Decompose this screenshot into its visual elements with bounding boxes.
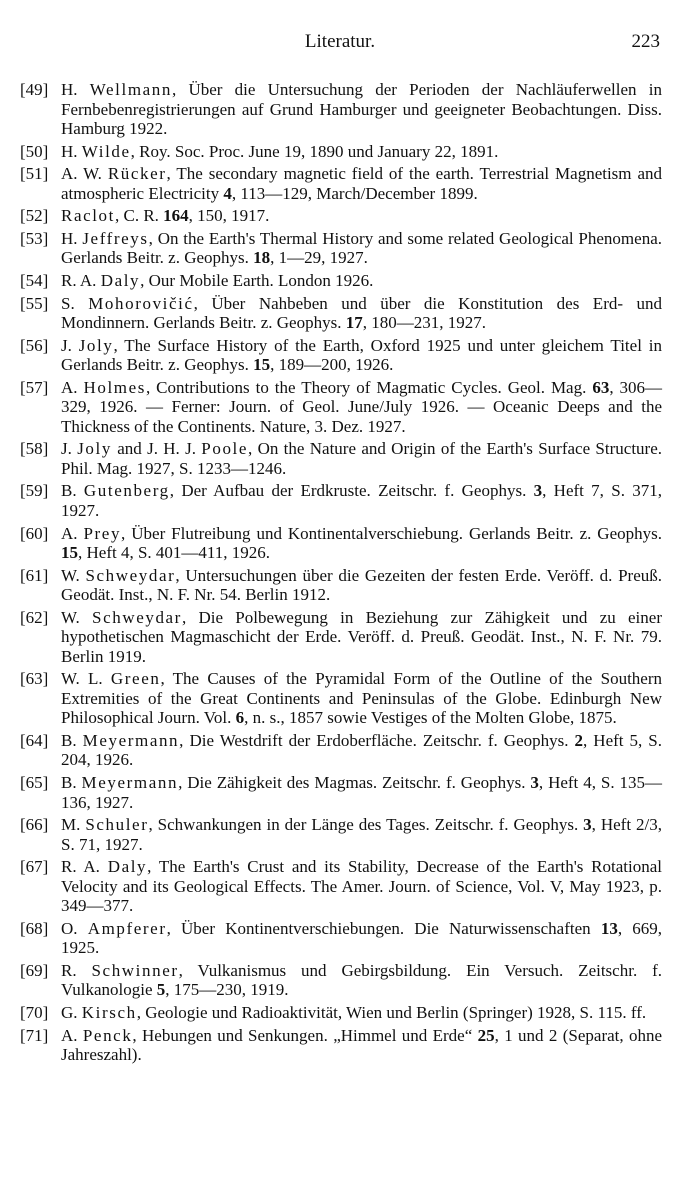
reference-text [61,294,662,333]
reference-number: [69] [20,960,49,980]
reference-number: [62] [20,607,49,627]
reference-segment: , 113—129, March/December 1899. [231,183,478,203]
reference-segment: A. [61,1025,83,1045]
reference-segment: , Heft 4, S. 401—411, 1926. [78,543,271,563]
reference-segment: A. W. [61,164,108,184]
reference-segment: B. [61,730,83,750]
reference-text [61,164,662,203]
reference-text [61,206,662,226]
author-name: Schweydar [92,607,182,627]
reference-segment: , 1—29, 1927. [270,248,368,268]
reference-number: [59] [20,481,49,501]
reference-text [61,773,662,812]
author-name: Mohorovičić [88,293,194,313]
author-name: Green [110,669,161,689]
author-name: Prey [83,523,122,543]
reference-segment: and J. H. J. [111,439,202,459]
reference-segment: , The secondary magnetic field of the earth. Terrestrial Magnetism and atmospheric Electricity [61,164,662,203]
reference-segment: H. [61,80,90,99]
reference-text [61,566,662,605]
reference-segment: R. A. [61,270,101,290]
reference-number: [71] [20,1025,49,1045]
reference-text [61,271,662,291]
reference-number: [65] [20,773,49,792]
volume-number: 2 [574,730,584,750]
reference-entry [20,608,662,667]
reference-entry [20,481,662,520]
reference-number: [50] [20,141,49,161]
reference-segment: , Über Flutreibung und Kontinentalverschiebung. Gerlands Beitr. z. Geophys. [121,523,662,543]
reference-segment: H. [61,141,82,161]
reference-segment: O. [61,918,88,938]
reference-number: [53] [20,228,49,248]
reference-segment: , Roy. Soc. Proc. June 19, 1890 und January 22, 1891. [130,141,499,161]
reference-entry [20,566,662,605]
reference-segment: R. A. [61,857,108,877]
reference-text [61,1003,662,1023]
reference-segment: , On the Nature and Origin of the Earth's Surface Structure. Phil. Mag. 1927, S. 1233—1246. [61,439,662,478]
reference-segment: , Schwankungen in der Länge des Tages. Zeitschr. f. Geophys. [148,815,584,835]
reference-number: [52] [20,206,49,226]
running-header [20,31,660,55]
author-name: Meyermann [82,730,180,750]
author-name: Poole [201,439,249,459]
reference-number: [61] [20,565,49,585]
reference-text [61,439,662,478]
reference-segment: , Contributions to the Theory of Magmatic Cycles. Geol. Mag. [145,377,593,397]
volume-number: 63 [592,377,610,397]
reference-number: [51] [20,164,49,184]
reference-segment: , n. s., 1857 sowie Vestiges of the Molten Globe, 1875. [244,708,617,728]
reference-segment: , 1 und 2 (Separat, ohne Jahreszahl). [61,1025,663,1065]
reference-entry [20,919,662,958]
author-name: Schwinner [91,960,179,980]
volume-number: 6 [235,708,245,728]
reference-segment: , 175—230, 1919. [165,980,289,1000]
reference-number: [63] [20,669,49,689]
reference-segment: , Die Zähigkeit des Magmas. Zeitschr. f. Geophys. [178,773,531,792]
volume-number: 5 [156,980,166,1000]
reference-segment: , Die Westdrift der Erdoberfläche. Zeitschr. f. Geophys. [179,730,575,750]
author-name: Holmes [83,377,146,397]
reference-segment: B. [61,481,84,501]
author-name: Wilde [81,141,131,161]
reference-segment: G. [61,1002,82,1022]
reference-segment: R. [61,960,92,980]
reference-text [61,731,662,770]
reference-segment: , 189—200, 1926. [270,355,394,375]
reference-segment: , 669, 1925. [61,918,663,958]
author-name: Gutenberg [83,481,170,501]
reference-segment: , Untersuchungen über die Gezeiten der festen Erde. Veröff. d. Preuß. Geodät. Inst., N. F. Nr. 54. Berlin 1912. [61,565,662,605]
reference-number: [49] [20,80,49,99]
author-name: Meyermann [81,773,179,792]
author-name: Ampferer [87,918,167,938]
reference-segment: , Heft 7, S. 371, 1927. [61,481,662,520]
reference-segment: B. [61,773,82,792]
reference-entry [20,1026,662,1065]
reference-segment: W. [61,607,93,627]
reference-segment: , Heft 4, S. 135—136, 1927. [61,773,662,812]
reference-segment: , The Earth's Crust and its Stability, Decrease of the Earth's Rotational Velocity and its Geological Effects. The Amer. Journ. of Science, Vol. V, May 1923, p. 349—377. [61,857,662,916]
reference-entry [20,731,662,770]
reference-number: [54] [20,270,49,290]
reference-number: [58] [20,439,49,459]
reference-text [61,142,662,162]
volume-number: 17 [345,313,363,333]
reference-segment: , Die Polbewegung in Beziehung zur Zähigkeit und zu einer hypothetischen Magmaschicht der Erde. Veröff. d. Preuß. Geodät. Inst., N. F. Nr. 79. Berlin 1919. [61,607,662,666]
reference-segment: , 306—329, 1926. — Ferner: Journ. of Geol. June/July 1926. — Oceanic Deeps and the Thickness of the Continents. Nature, 3. Dez. 1927. [61,377,663,436]
reference-segment: , The Surface History of the Earth, Oxford 1925 und unter gleichem Titel in Gerlands Beitr. z. Geophys. [61,335,662,375]
reference-text [61,336,662,375]
reference-segment: , Über Nahbeben und über die Konstitution des Erd- und Mondinnern. Gerlands Beitr. z. Geophys. [61,293,662,333]
reference-segment: A. [61,523,84,543]
reference-segment: A. [61,377,84,397]
volume-number: 164 [163,206,189,226]
reference-entry [20,80,662,139]
reference-text [61,919,662,958]
reference-segment: , Über Kontinentverschiebungen. Die Naturwissenschaften [166,918,601,938]
author-name: Rücker [107,164,167,184]
reference-segment: J. [61,439,78,459]
reference-number: [57] [20,377,49,397]
volume-number: 15 [61,543,78,563]
author-name: Schuler [85,815,149,835]
author-name: Kirsch [81,1002,137,1022]
volume-number: 25 [477,1025,495,1045]
reference-entry [20,229,662,268]
reference-segment: W. L. [61,669,111,689]
reference-entry [20,669,662,728]
reference-list [20,80,662,1068]
reference-text [61,378,662,437]
reference-entry [20,1003,662,1023]
reference-segment: , Our Mobile Earth. London 1926. [140,270,374,290]
reference-number: [67] [20,857,49,877]
reference-entry [20,439,662,478]
reference-entry [20,294,662,333]
reference-number: [56] [20,335,49,355]
reference-entry [20,378,662,437]
reference-entry [20,142,662,162]
reference-entry [20,961,662,1000]
reference-segment: , Der Aufbau der Erdkruste. Zeitschr. f. Geophys. [169,481,534,501]
reference-segment: , Heft 5, S. 204, 1926. [61,730,662,770]
author-name: Joly [77,439,112,459]
reference-number: [68] [20,918,49,938]
reference-segment: H. [61,228,83,248]
reference-segment: , On the Earth's Thermal History and some related Geological Phenomena. Gerlands Beitr. z. Geophys. [61,228,662,268]
reference-text [61,961,662,1000]
author-name: Wellmann [89,80,172,99]
volume-number: 18 [253,248,271,268]
running-title: Literatur. [304,31,376,52]
reference-text [61,669,662,728]
volume-number: 3 [583,815,592,835]
reference-segment: , The Causes of the Pyramidal Form of the Outline of the Southern Extremities of the Great Continents and Peninsulas of the Globe. Edinburgh New Philosophical Journ. Vol. [61,669,662,728]
reference-text [61,229,662,268]
reference-entry [20,271,662,291]
reference-segment: , Über die Untersuchung der Perioden der Nachläuferwellen in Fernbebenregistrierungen auf Grund Hamburger und geeigneter Beobachtungen. Diss. Hamburg 1922. [61,80,662,138]
reference-segment: W. [61,565,86,585]
author-name: Daly [107,857,148,877]
reference-segment: , Hebungen und Senkungen. „Himmel und Erde“ [132,1025,478,1045]
reference-text [61,815,662,854]
reference-text [61,857,662,916]
reference-entry [20,336,662,375]
reference-segment: , 150, 1917. [188,206,270,226]
page-number: 223 [631,31,660,52]
reference-entry [20,164,662,203]
author-name: Penck [82,1025,133,1045]
reference-text [61,1026,662,1065]
volume-number: 13 [600,918,618,938]
author-name: Raclot [61,206,115,226]
volume-number: 15 [253,355,271,375]
reference-entry [20,206,662,226]
reference-segment: J. [61,335,79,355]
reference-segment: S. [61,293,89,313]
author-name: Daly [100,270,141,290]
reference-segment: , Geologie und Radioaktivität, Wien und Berlin (Springer) 1928, S. 115. ff. [136,1002,647,1022]
reference-number: [66] [20,815,49,835]
author-name: Schweydar [85,565,176,585]
reference-segment: , C. R. [114,206,164,226]
reference-text [61,481,662,520]
reference-number: [60] [20,523,49,543]
reference-segment: , Vulkanismus und Gebirgsbildung. Ein Versuch. Zeitschr. f. Vulkanologie [61,960,663,1000]
volume-number: 4 [223,183,232,203]
reference-segment: , 180—231, 1927. [362,313,486,333]
reference-number: [70] [20,1002,49,1022]
author-name: Jeffreys [82,228,149,248]
reference-entry [20,524,662,563]
reference-text [61,524,662,563]
volume-number: 3 [530,773,539,792]
reference-entry [20,815,662,854]
reference-text [61,608,662,667]
reference-text [61,80,662,139]
reference-entry [20,773,662,812]
reference-segment: , Heft 2/3, S. 71, 1927. [61,815,662,854]
reference-number: [55] [20,293,49,313]
author-name: Joly [78,335,114,355]
volume-number: 3 [533,481,543,501]
reference-number: [64] [20,730,49,750]
reference-segment: M. [61,815,86,835]
reference-entry [20,857,662,916]
